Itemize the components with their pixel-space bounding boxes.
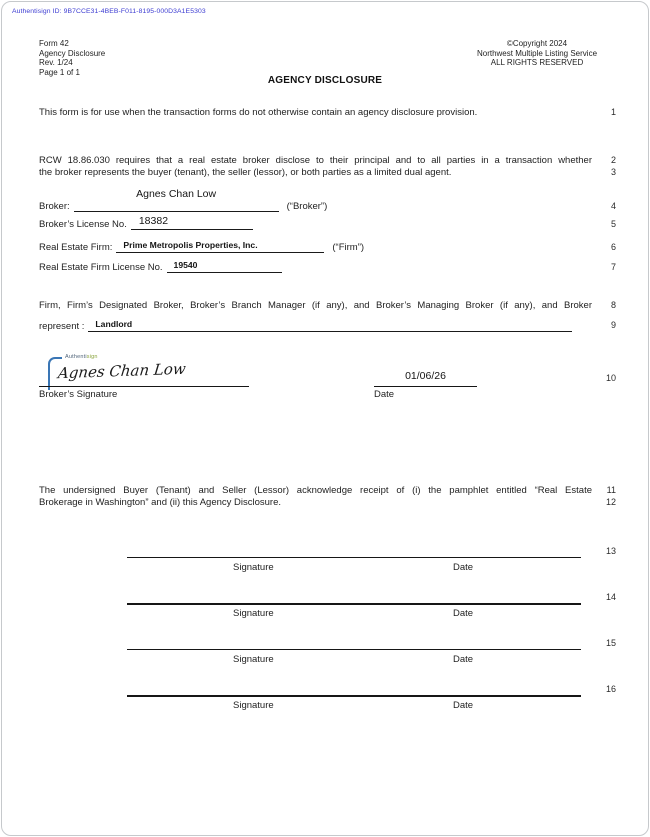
- form-page-count: Page 1 of 1: [39, 67, 80, 77]
- rcw-paragraph: [39, 155, 592, 180]
- firm-name-field[interactable]: [116, 240, 324, 253]
- line-number: 16: [605, 684, 616, 694]
- form-number: Form 42: [39, 39, 69, 48]
- authentisign-stamp-suffix: sign: [86, 354, 98, 360]
- represent-field[interactable]: [88, 319, 572, 332]
- signature-label: Signature: [233, 608, 274, 619]
- line-number: 10: [605, 373, 616, 383]
- date-label: Date: [453, 654, 474, 665]
- broker-license-field-row: [39, 217, 253, 230]
- rcw-paragraph-line1: RCW 18.86.030 requires that a real estate broker disclose to their principal and to all parties in a transaction whether: [39, 155, 592, 166]
- broker-field-row: [39, 188, 328, 212]
- firm-name-value[interactable]: Prime Metropolis Properties, Inc.: [123, 240, 258, 250]
- firm-field-row: [39, 240, 364, 253]
- authentisign-id-banner: Authentisign ID: 9B7CCE31-4BEB-F011-8195-000D3A1E5303: [12, 8, 206, 15]
- signature-label: Signature: [233, 654, 274, 665]
- represent-label: represent :: [39, 321, 85, 332]
- acknowledgment-line2: Brokerage in Washington” and (ii) this Agency Disclosure.: [39, 497, 282, 509]
- broker-label: Broker:: [39, 201, 70, 212]
- firm-license-field-row: [39, 260, 282, 273]
- line-number: 2: [610, 155, 616, 165]
- form-header-left: [39, 39, 105, 77]
- broker-license-field[interactable]: [131, 217, 253, 230]
- broker-signature-line[interactable]: [39, 386, 249, 387]
- broker-license-label: Broker’s License No.: [39, 219, 127, 230]
- firm-license-value[interactable]: 19540: [173, 260, 198, 270]
- line-number: 3: [610, 167, 616, 177]
- broker-name-field[interactable]: [74, 188, 279, 212]
- broker-name-value[interactable]: Agnes Chan Low: [136, 188, 217, 200]
- broker-license-value[interactable]: 18382: [138, 215, 169, 227]
- signature-label: Signature: [233, 562, 274, 573]
- line-number: 14: [605, 592, 616, 602]
- represent-value[interactable]: Landlord: [95, 319, 133, 329]
- line-number: 13: [605, 546, 616, 556]
- line-number: 7: [610, 262, 616, 272]
- authentisign-stamp-prefix: Authenti: [65, 354, 87, 360]
- line-number: 11: [606, 485, 616, 495]
- date-label: Date: [453, 608, 474, 619]
- firm-license-label: Real Estate Firm License No.: [39, 262, 163, 273]
- acknowledgment-paragraph: [39, 485, 592, 510]
- represent-paragraph-line1: Firm, Firm’s Designated Broker, Broker’s Branch Manager (if any), and Broker’s Managing Broker (if any), and Broker: [39, 300, 592, 311]
- line-number: 6: [610, 242, 616, 252]
- copyright-org: Northwest Multiple Listing Service: [476, 48, 598, 58]
- broker-signature-label: Broker’s Signature: [39, 389, 118, 400]
- broker-esignature[interactable]: Agnes Chan Low: [57, 359, 187, 383]
- line-number: 12: [605, 497, 616, 507]
- form-revision: Rev. 1/24: [39, 58, 73, 68]
- copyright-rights: ALL RIGHTS RESERVED: [490, 58, 584, 68]
- firm-suffix: (“Firm”): [332, 242, 365, 253]
- authentisign-stamp-label: [65, 354, 98, 360]
- broker-date-label: Date: [374, 389, 395, 400]
- date-label: Date: [453, 700, 474, 711]
- acknowledgment-line1: The undersigned Buyer (Tenant) and Seller (Lessor) acknowledge receipt of (i) the pamphlet entitled “Real Estate: [39, 485, 592, 496]
- intro-paragraph: This form is for use when the transaction forms do not otherwise contain an agency disclosure provision.: [39, 107, 478, 118]
- line-number: 8: [610, 300, 616, 310]
- line-number: 15: [605, 638, 616, 648]
- agency-disclosure-document-page: [1, 1, 649, 836]
- signature-line[interactable]: [127, 649, 581, 650]
- copyright-line: ©Copyright 2024: [506, 39, 568, 48]
- signature-line[interactable]: [127, 603, 581, 605]
- firm-label: Real Estate Firm:: [39, 242, 113, 253]
- line-number: 9: [610, 320, 616, 330]
- firm-license-field[interactable]: [167, 260, 282, 273]
- rcw-paragraph-line2: the broker represents the buyer (tenant), the seller (lessor), or both parties as a limited dual agent.: [39, 167, 452, 179]
- represent-field-row: [39, 319, 572, 332]
- form-header-copyright: [437, 39, 637, 68]
- broker-date-line[interactable]: [374, 386, 477, 387]
- line-number: 5: [610, 219, 616, 229]
- date-label: Date: [453, 562, 474, 573]
- signature-line[interactable]: [127, 557, 581, 558]
- broker-signature-date-value[interactable]: 01/06/26: [405, 370, 446, 382]
- line-number: 1: [610, 107, 616, 117]
- line-number: 4: [610, 201, 616, 211]
- signature-line[interactable]: [127, 695, 581, 697]
- broker-suffix: (“Broker”): [286, 201, 328, 212]
- document-title: AGENCY DISCLOSURE: [267, 75, 383, 86]
- signature-label: Signature: [233, 700, 274, 711]
- form-name: Agency Disclosure: [39, 48, 106, 58]
